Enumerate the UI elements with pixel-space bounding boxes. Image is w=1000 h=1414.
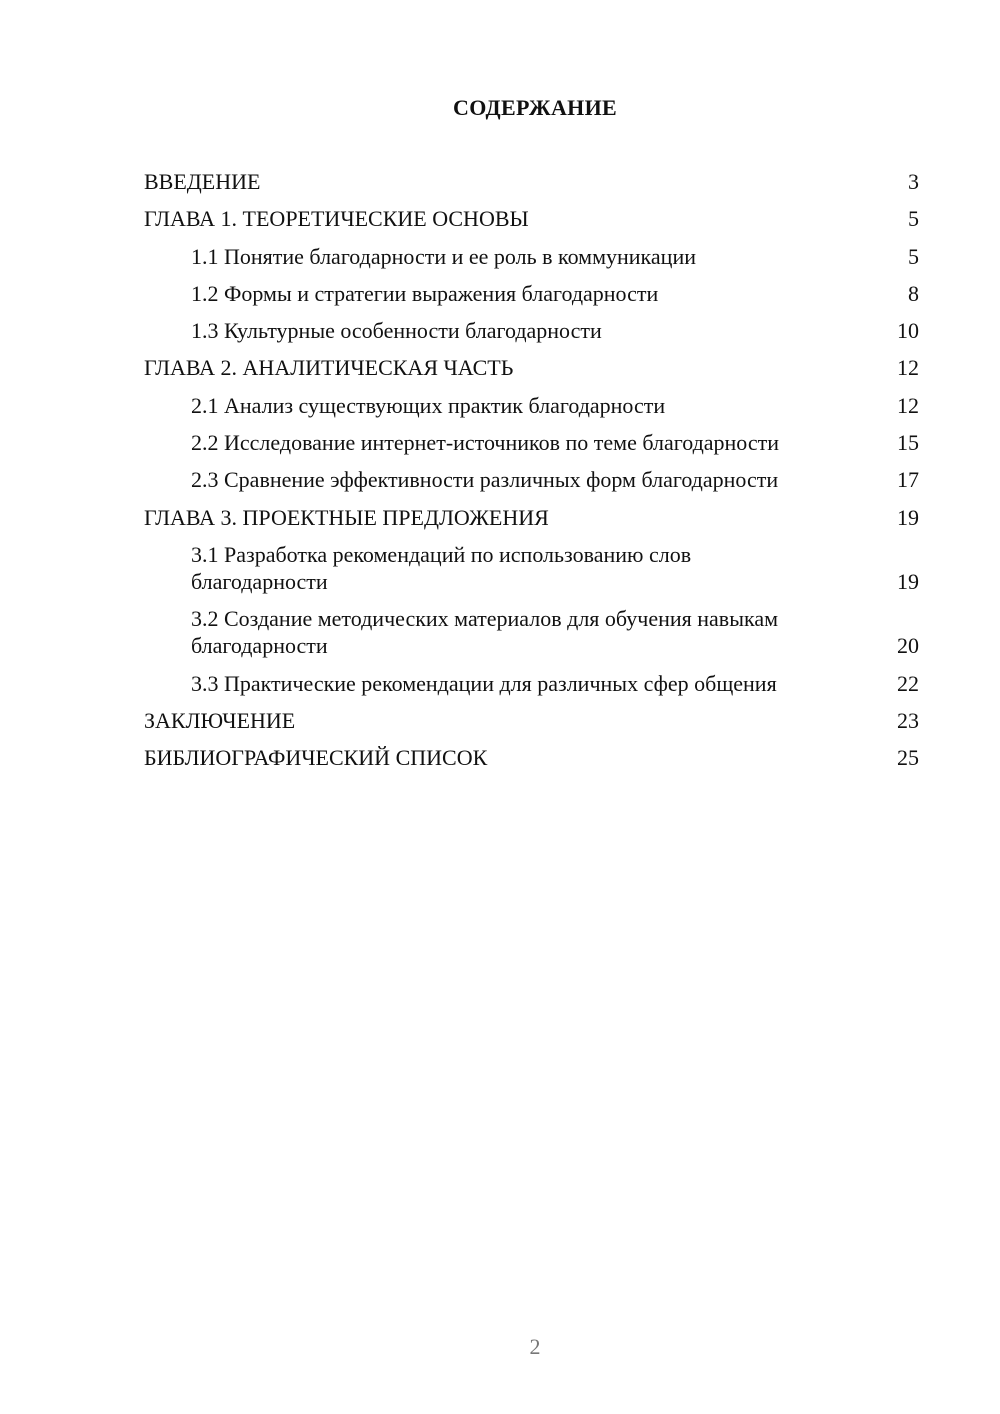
- toc-entry-label: ГЛАВА 2. АНАЛИТИЧЕСКАЯ ЧАСТЬ: [144, 355, 514, 381]
- toc-entry-label: 1.3 Культурные особенности благодарности: [191, 318, 602, 344]
- toc-entry-label: ВВЕДЕНИЕ: [144, 169, 261, 194]
- toc-entry-page: 12: [897, 392, 919, 418]
- toc-entry: [144, 605, 919, 659]
- toc-entry: [144, 243, 919, 270]
- toc-entry: [144, 168, 919, 195]
- toc-entry-page: 19: [897, 568, 919, 594]
- toc-entry-page: 23: [897, 707, 919, 733]
- toc-entry-page: 10: [897, 318, 919, 344]
- toc-entry-page: 8: [908, 280, 919, 306]
- toc-entry-page: 12: [897, 355, 919, 381]
- toc-entry-page: 15: [897, 430, 919, 456]
- toc-entry-label: 3.3 Практические рекомендации для различных сфер общения: [191, 670, 777, 696]
- toc-entry: [144, 504, 919, 531]
- toc-entry: [144, 541, 919, 595]
- toc-entry: [144, 280, 919, 307]
- toc-entry-label: ЗАКЛЮЧЕНИЕ: [144, 707, 296, 733]
- toc-entry-label: БИБЛИОГРАФИЧЕСКИЙ СПИСОК: [144, 745, 488, 771]
- toc-entry-label: 1.1 Понятие благодарности и ее роль в коммуникации: [191, 243, 696, 269]
- toc-entry: [144, 744, 919, 771]
- toc-entry: [144, 707, 919, 734]
- toc-entry-label: 2.3 Сравнение эффективности различных форм благодарности: [191, 467, 779, 493]
- toc-entry: [144, 205, 919, 232]
- toc-entry-page: 25: [897, 745, 919, 771]
- toc-entry-page: 5: [908, 206, 919, 232]
- toc-entry-label: 3.1 Разработка рекомендаций по использованию слов благодарности: [191, 541, 692, 594]
- toc-entry-page: 17: [897, 467, 919, 493]
- toc-entry: [144, 429, 919, 456]
- toc-entry: [144, 317, 919, 344]
- toc-entry-page: 19: [897, 504, 919, 530]
- toc-entry: [144, 466, 919, 493]
- toc-entry-page: 3: [908, 169, 919, 194]
- toc-title: СОДЕРЖАНИЕ: [453, 95, 617, 120]
- toc-entry-page: 22: [897, 670, 919, 696]
- toc-entry-page: 5: [908, 243, 919, 269]
- toc-entry: [144, 670, 919, 697]
- toc-entry-label: 2.2 Исследование интернет-источников по теме благодарности: [191, 430, 780, 456]
- table-of-contents: [144, 168, 919, 781]
- toc-entry-label: ГЛАВА 1. ТЕОРЕТИЧЕСКИЕ ОСНОВЫ: [144, 206, 529, 232]
- toc-entry-label: 2.1 Анализ существующих практик благодарности: [191, 392, 666, 418]
- page-number: 2: [529, 1334, 541, 1359]
- toc-entry: [144, 354, 919, 381]
- toc-entry-label: 3.2 Создание методических материалов для обучения навыкам благодарности: [191, 606, 779, 659]
- toc-entry-label: 1.2 Формы и стратегии выражения благодарности: [191, 280, 659, 306]
- toc-entry: [144, 392, 919, 419]
- toc-entry-page: 20: [897, 633, 919, 659]
- toc-entry-label: ГЛАВА 3. ПРОЕКТНЫЕ ПРЕДЛОЖЕНИЯ: [144, 504, 549, 530]
